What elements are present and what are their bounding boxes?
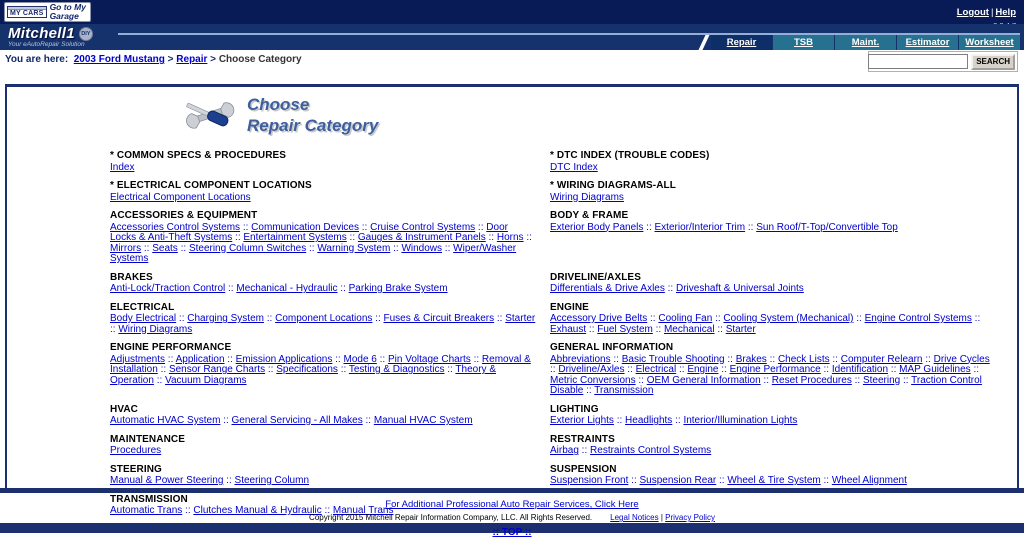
breadcrumb-separator: > bbox=[164, 54, 177, 65]
category-link[interactable]: Vacuum Diagrams bbox=[165, 374, 247, 386]
link-separator: :: bbox=[224, 353, 236, 365]
category-links bbox=[550, 193, 995, 204]
category-link[interactable]: General Servicing - All Makes bbox=[231, 415, 363, 426]
link-separator: :: bbox=[176, 313, 188, 324]
diy-badge-icon: DIY bbox=[79, 27, 93, 41]
footer bbox=[0, 488, 1024, 538]
category-link[interactable]: Mirrors bbox=[110, 242, 142, 254]
link-separator: :: bbox=[900, 374, 912, 386]
search-input[interactable] bbox=[868, 54, 968, 69]
link-separator: :: bbox=[110, 323, 119, 335]
category-link[interactable]: Communication Devices bbox=[251, 221, 359, 233]
category-link[interactable]: Automatic HVAC System bbox=[110, 415, 221, 426]
link-separator: :: bbox=[265, 364, 277, 375]
category-links bbox=[550, 416, 995, 427]
category-section bbox=[110, 181, 550, 203]
link-separator: :: bbox=[820, 364, 832, 375]
category-link[interactable]: Emission Applications bbox=[235, 353, 333, 365]
footer-body bbox=[0, 493, 1024, 538]
category-section bbox=[110, 151, 550, 173]
category-section bbox=[550, 151, 1009, 173]
breadcrumb-link[interactable]: 2003 Ford Mustang bbox=[73, 54, 165, 65]
category-links bbox=[550, 314, 995, 335]
category-link[interactable]: Driveline/Axles bbox=[558, 364, 625, 375]
category-section bbox=[110, 303, 550, 336]
my-cars-plate-icon bbox=[7, 6, 47, 18]
link-separator: :: bbox=[712, 313, 724, 324]
link-separator: :: bbox=[714, 323, 726, 335]
search-button[interactable]: SEARCH bbox=[971, 54, 1015, 70]
top-bar bbox=[0, 0, 1024, 24]
category-heading: TRANSMISSION bbox=[110, 493, 188, 505]
category-link[interactable]: Cruise Control Systems bbox=[370, 221, 476, 233]
nav-tabs bbox=[711, 33, 1020, 50]
category-links bbox=[110, 355, 536, 387]
category-link[interactable]: Mechanical bbox=[663, 323, 715, 335]
link-separator: :: bbox=[153, 374, 166, 386]
category-link[interactable]: Application bbox=[175, 353, 225, 365]
link-separator: :: bbox=[157, 364, 169, 375]
category-link[interactable]: Entertainment Systems bbox=[243, 232, 347, 243]
category-heading: STEERING bbox=[110, 463, 162, 475]
category-section bbox=[110, 465, 550, 487]
category-link[interactable]: Fuses & Circuit Breakers bbox=[383, 313, 495, 324]
link-separator: :: bbox=[851, 374, 863, 386]
category-link[interactable]: Wiper/Washer Systems bbox=[110, 242, 517, 264]
mitchell1-logo bbox=[8, 25, 93, 48]
tab-maint[interactable]: Maint. bbox=[835, 35, 896, 50]
category-section bbox=[110, 211, 550, 265]
category-link[interactable]: Adjustments bbox=[110, 353, 166, 365]
category-heading: ENGINE bbox=[550, 301, 589, 313]
link-separator: :: bbox=[177, 242, 189, 254]
tab-estimator[interactable]: Estimator bbox=[897, 35, 958, 50]
category-link[interactable]: Interior/Illumination Lights bbox=[683, 415, 798, 426]
link-separator: :: bbox=[820, 475, 832, 486]
page-title-line2: Repair Category bbox=[247, 116, 379, 136]
link-separator: :: bbox=[263, 313, 276, 324]
category-section bbox=[550, 181, 1009, 203]
breadcrumb-prefix: You are here: bbox=[5, 54, 69, 65]
category-link[interactable]: Drive Cycles bbox=[933, 353, 990, 365]
link-separator: :: bbox=[760, 374, 772, 386]
link-separator: :: bbox=[676, 364, 688, 375]
category-section bbox=[110, 273, 550, 295]
link-separator: :: bbox=[550, 364, 559, 375]
tab-tsb[interactable]: TSB bbox=[773, 35, 834, 50]
category-section bbox=[550, 405, 1009, 427]
category-link[interactable]: Index bbox=[110, 161, 135, 173]
link-separator: :: bbox=[970, 364, 980, 375]
copyright-line bbox=[0, 513, 1024, 522]
link-separator: :: bbox=[225, 283, 237, 294]
link-separator: :: bbox=[223, 475, 235, 486]
category-link[interactable]: Charging System bbox=[187, 313, 264, 324]
category-link[interactable]: Cooling Fan bbox=[658, 313, 713, 324]
category-section bbox=[550, 273, 1009, 295]
category-link[interactable]: Clutches Manual & Hydraulic bbox=[193, 505, 322, 516]
category-links bbox=[110, 476, 536, 487]
category-link[interactable]: Component Locations bbox=[275, 313, 373, 324]
category-link[interactable]: Metric Conversions bbox=[550, 374, 636, 386]
category-link[interactable]: Transmission bbox=[594, 385, 654, 396]
link-separator: :: bbox=[586, 323, 598, 335]
category-link[interactable]: Abbreviations bbox=[550, 353, 611, 365]
category-heading: BODY & FRAME bbox=[550, 210, 629, 221]
link-separator: :: bbox=[376, 353, 388, 365]
repair-tools-icon bbox=[183, 94, 237, 141]
category-heading: * ELECTRICAL COMPONENT LOCATIONS bbox=[110, 180, 312, 191]
link-separator: :: bbox=[829, 353, 841, 365]
link-separator: :: bbox=[372, 313, 384, 324]
category-link[interactable]: Airbag bbox=[550, 445, 579, 456]
category-link[interactable]: Restraints Control Systems bbox=[590, 445, 712, 456]
category-link[interactable]: Accessories Control Systems bbox=[110, 221, 241, 233]
link-separator: :: bbox=[362, 415, 374, 426]
category-heading: GENERAL INFORMATION bbox=[550, 342, 674, 353]
category-section bbox=[110, 435, 550, 457]
category-links bbox=[110, 163, 536, 174]
link-separator: :: bbox=[485, 232, 497, 243]
category-link[interactable]: Windows bbox=[401, 242, 443, 254]
category-link[interactable]: Check Lists bbox=[777, 353, 830, 365]
go-to-my-garage-button[interactable] bbox=[4, 2, 91, 22]
category-links bbox=[550, 446, 995, 457]
category-link[interactable]: Automatic Trans bbox=[110, 505, 183, 516]
category-links bbox=[110, 314, 536, 335]
category-link[interactable]: Removal & Installation bbox=[110, 353, 531, 375]
category-heading: DRIVELINE/AXLES bbox=[550, 271, 641, 283]
category-link[interactable]: Steering Column Switches bbox=[188, 242, 307, 254]
category-link[interactable]: Fuel System bbox=[597, 323, 653, 335]
category-link[interactable]: Suspension Front bbox=[550, 475, 629, 486]
category-link[interactable]: Testing & Diagnostics bbox=[348, 364, 445, 375]
category-links bbox=[110, 223, 536, 265]
brand-tagline: Your eAutoRepair Solution bbox=[8, 41, 85, 48]
link-separator: :: bbox=[647, 313, 659, 324]
category-link[interactable]: Mode 6 bbox=[343, 353, 377, 365]
category-heading: * COMMON SPECS & PROCEDURES bbox=[110, 150, 287, 161]
category-link[interactable]: Seats bbox=[152, 242, 178, 254]
category-links bbox=[550, 223, 995, 234]
category-link[interactable]: Warning System bbox=[317, 242, 391, 254]
category-link[interactable]: Theory & Operation bbox=[110, 364, 496, 386]
category-links bbox=[550, 284, 995, 295]
category-link[interactable]: Engine Performance bbox=[729, 364, 821, 375]
category-link[interactable]: Starter bbox=[725, 323, 756, 335]
category-link[interactable]: Sun Roof/T-Top/Convertible Top bbox=[756, 221, 898, 233]
category-link[interactable]: Accessory Drive Belts bbox=[550, 313, 648, 324]
category-link[interactable]: Door Locks & Anti-Theft Systems bbox=[110, 221, 508, 243]
category-link[interactable]: Manual HVAC System bbox=[373, 415, 473, 426]
category-section bbox=[550, 465, 1009, 487]
category-grid bbox=[110, 151, 1009, 525]
category-section bbox=[550, 211, 1009, 265]
category-link[interactable]: Cooling System (Mechanical) bbox=[723, 313, 854, 324]
page-title-block bbox=[183, 94, 1017, 141]
link-separator: :: bbox=[664, 283, 676, 294]
category-link[interactable]: Wheel & Tire System bbox=[727, 475, 821, 486]
category-link[interactable]: Wiring Diagrams bbox=[550, 191, 624, 203]
category-heading: SUSPENSION bbox=[550, 463, 617, 475]
link-separator: :: bbox=[888, 364, 900, 375]
page-title bbox=[247, 94, 378, 137]
logout-link[interactable]: Logout bbox=[956, 7, 989, 18]
link-separator: :: bbox=[390, 242, 402, 254]
nav-slash-decor bbox=[699, 35, 710, 50]
link-separator: :: bbox=[182, 505, 194, 516]
legal-separator: | bbox=[658, 513, 666, 522]
link-separator: :: bbox=[444, 364, 456, 375]
top-links-separator: | bbox=[990, 7, 994, 18]
category-heading: MAINTENANCE bbox=[110, 433, 185, 445]
link-separator: :: bbox=[346, 232, 358, 243]
category-link[interactable]: Suspension Rear bbox=[639, 475, 717, 486]
help-link[interactable]: Help bbox=[995, 7, 1016, 18]
category-link[interactable]: DTC Index bbox=[550, 161, 598, 173]
category-link[interactable]: Computer Relearn bbox=[840, 353, 923, 365]
category-link[interactable]: Anti-Lock/Traction Control bbox=[110, 283, 226, 294]
page-title-line1: Choose bbox=[247, 95, 310, 114]
link-separator: :: bbox=[922, 353, 934, 365]
link-separator: :: bbox=[610, 353, 622, 365]
category-link[interactable]: Differentials & Drive Axles bbox=[550, 283, 665, 294]
category-heading: LIGHTING bbox=[550, 403, 599, 415]
link-separator: :: bbox=[724, 353, 736, 365]
category-links bbox=[110, 446, 536, 457]
copyright-text: Copyright 2015 Mitchell Repair Information Company, LLC. All Rights Reserved. bbox=[309, 513, 593, 522]
category-link[interactable]: Electrical Component Locations bbox=[110, 191, 251, 203]
category-links bbox=[110, 193, 536, 204]
link-separator: :: bbox=[165, 353, 176, 365]
category-link[interactable]: Body Electrical bbox=[110, 313, 177, 324]
category-link[interactable]: Headlights bbox=[625, 415, 673, 426]
category-links bbox=[110, 416, 536, 427]
category-link[interactable]: Exterior/Interior Trim bbox=[654, 221, 746, 233]
category-heading: * WIRING DIAGRAMS-ALL bbox=[550, 180, 676, 191]
category-link[interactable]: Wiring Diagrams bbox=[118, 323, 193, 335]
link-separator: :: bbox=[971, 313, 981, 324]
breadcrumb-separator: > bbox=[207, 54, 219, 65]
category-heading: HVAC bbox=[110, 403, 138, 415]
link-separator: :: bbox=[442, 242, 454, 254]
link-separator: :: bbox=[232, 232, 244, 243]
my-cars-label: MY CARS bbox=[10, 10, 44, 17]
category-link[interactable]: Horns bbox=[496, 232, 524, 243]
category-link[interactable]: Mechanical - Hydraulic bbox=[236, 283, 338, 294]
category-link[interactable]: Parking Brake System bbox=[348, 283, 448, 294]
link-separator: :: bbox=[240, 221, 252, 233]
link-separator: :: bbox=[321, 505, 333, 516]
category-section bbox=[110, 343, 550, 397]
category-link[interactable]: Sensor Range Charts bbox=[168, 364, 266, 375]
breadcrumb-link[interactable]: Repair bbox=[176, 54, 208, 65]
link-separator: :: bbox=[628, 475, 640, 486]
additional-services-link[interactable]: For Additional Professional Auto Repair Services, Click Here bbox=[385, 499, 639, 510]
brand-name: Mitchell1 bbox=[8, 25, 75, 42]
link-separator: :: bbox=[359, 221, 371, 233]
link-separator: :: bbox=[613, 415, 626, 426]
link-separator: :: bbox=[337, 283, 349, 294]
category-link[interactable]: Specifications bbox=[276, 364, 338, 375]
category-link[interactable]: Reset Procedures bbox=[771, 374, 852, 386]
link-separator: :: bbox=[853, 313, 865, 324]
category-link[interactable]: Manual Trans bbox=[332, 505, 394, 516]
category-section bbox=[550, 435, 1009, 457]
category-link[interactable]: Exterior Body Panels bbox=[550, 221, 644, 233]
category-link[interactable]: Pin Voltage Charts bbox=[387, 353, 471, 365]
category-links bbox=[550, 163, 995, 174]
link-separator: :: bbox=[332, 353, 344, 365]
category-link[interactable]: Identification bbox=[831, 364, 889, 375]
link-separator: :: bbox=[718, 364, 730, 375]
link-separator: :: bbox=[470, 353, 482, 365]
garage-label-line1: Go to My bbox=[49, 2, 86, 13]
category-heading: ACCESSORIES & EQUIPMENT bbox=[110, 210, 258, 221]
category-link[interactable]: Procedures bbox=[110, 445, 162, 456]
category-link[interactable]: Engine Control Systems bbox=[864, 313, 972, 324]
link-separator: :: bbox=[652, 323, 664, 335]
link-separator: :: bbox=[766, 353, 778, 365]
link-separator: :: bbox=[475, 221, 487, 233]
link-separator: :: bbox=[672, 415, 684, 426]
link-separator: :: bbox=[716, 475, 728, 486]
tab-worksheet[interactable]: Worksheet bbox=[959, 35, 1020, 50]
category-section bbox=[550, 303, 1009, 336]
link-separator: :: bbox=[583, 385, 595, 396]
category-link[interactable]: Brakes bbox=[735, 353, 767, 365]
garage-label-line2: Garage bbox=[49, 11, 79, 21]
link-separator: :: bbox=[643, 221, 655, 233]
category-link[interactable]: Gauges & Instrument Panels bbox=[357, 232, 486, 243]
category-link[interactable]: Exterior Lights bbox=[550, 415, 614, 426]
link-separator: :: bbox=[141, 242, 153, 254]
category-link[interactable]: OEM General Information bbox=[646, 374, 761, 386]
category-section bbox=[110, 405, 550, 427]
breadcrumb-links bbox=[74, 54, 302, 65]
link-separator: :: bbox=[578, 445, 591, 456]
nav-accent-line bbox=[118, 33, 740, 35]
link-separator: :: bbox=[306, 242, 318, 254]
category-link[interactable]: Steering bbox=[862, 374, 901, 386]
category-link[interactable]: MAP Guidelines bbox=[899, 364, 971, 375]
category-section bbox=[550, 343, 1009, 397]
category-heading: ENGINE PERFORMANCE bbox=[110, 342, 232, 353]
category-links bbox=[550, 476, 995, 487]
link-separator: :: bbox=[745, 221, 757, 233]
category-links bbox=[110, 284, 536, 295]
link-separator: :: bbox=[635, 374, 647, 386]
category-link[interactable]: Traction Control Disable bbox=[550, 374, 982, 396]
category-link[interactable]: Steering Column bbox=[234, 475, 310, 486]
breadcrumb-current: Choose Category bbox=[218, 54, 302, 65]
link-separator: :: bbox=[494, 313, 506, 324]
category-heading: BRAKES bbox=[110, 271, 153, 283]
category-link[interactable]: Electrical bbox=[635, 364, 677, 375]
category-link[interactable]: Engine bbox=[687, 364, 719, 375]
back-to-top-link[interactable]: :: TOP :: bbox=[492, 527, 532, 538]
garage-button-label bbox=[50, 3, 86, 21]
category-heading: ELECTRICAL bbox=[110, 301, 175, 313]
category-links bbox=[550, 355, 995, 397]
category-heading: RESTRAINTS bbox=[550, 433, 615, 445]
category-heading: * DTC INDEX (TROUBLE CODES) bbox=[550, 150, 710, 161]
category-link[interactable]: Manual & Power Steering bbox=[110, 475, 224, 486]
category-link[interactable]: Wheel Alignment bbox=[831, 475, 907, 486]
category-link[interactable]: Starter bbox=[505, 313, 536, 324]
link-separator: :: bbox=[624, 364, 636, 375]
category-link[interactable]: Driveshaft & Universal Joints bbox=[675, 283, 804, 294]
link-separator: :: bbox=[337, 364, 349, 375]
category-link[interactable]: Exhaust bbox=[550, 323, 587, 335]
link-separator: :: bbox=[220, 415, 232, 426]
link-separator: :: bbox=[523, 232, 532, 243]
legal-links bbox=[610, 513, 715, 522]
tab-repair[interactable]: Repair bbox=[711, 35, 772, 50]
legal-link[interactable]: Privacy Policy bbox=[665, 513, 715, 522]
search-box bbox=[868, 51, 1018, 72]
category-link[interactable]: Basic Trouble Shooting bbox=[621, 353, 725, 365]
legal-link[interactable]: Legal Notices bbox=[610, 513, 659, 522]
logo-bar bbox=[0, 24, 1024, 50]
